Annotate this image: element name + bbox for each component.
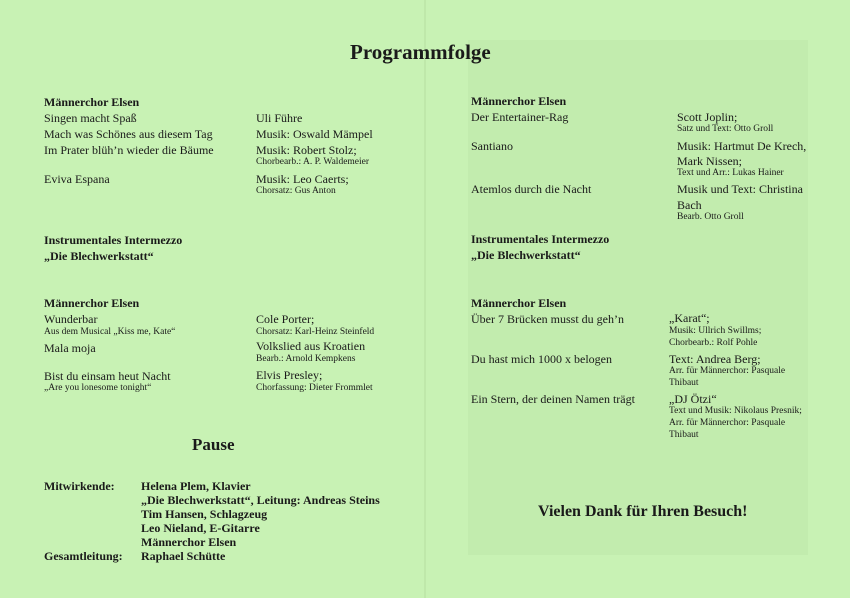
song-credit: Uli Führe [256, 111, 303, 125]
program-title: Programmfolge [350, 40, 491, 64]
song-credit: Text: Andrea Berg; [669, 352, 761, 366]
song-credit-note: Chorsatz: Karl-Heinz Steinfeld [256, 327, 375, 337]
song-title: Mala moja [44, 341, 96, 355]
song-credit-note: Chorbearb.: A. P. Waldemeier [256, 157, 370, 167]
song-credit-note: Chorfassung: Dieter Frommlet [256, 383, 373, 393]
song-credit-note: Chorbearb.: Rolf Pohle [669, 338, 758, 348]
right-intermezzo-heading: Instrumentales Intermezzo [471, 232, 610, 246]
left-block1-heading: Männerchor Elsen [44, 95, 140, 109]
performer: Männerchor Elsen [141, 535, 237, 549]
song-credit-note: Musik: Ullrich Swillms; [669, 326, 762, 336]
left-intermezzo-heading: Instrumentales Intermezzo [44, 233, 183, 247]
song-credit-note: Arr. für Männerchor: Pasquale [669, 366, 786, 376]
song-title: Der Entertainer-Rag [471, 110, 569, 124]
song-credit: Scott Joplin; [677, 110, 738, 124]
right-block1-heading: Männerchor Elsen [471, 94, 567, 108]
thanks-message: Vielen Dank für Ihren Besuch! [538, 503, 748, 520]
song-credit-note: Thibaut [669, 430, 699, 440]
song-credit-note: Text und Musik: Nikolaus Presnik; [669, 406, 802, 416]
performers-label: Mitwirkende: [44, 479, 115, 493]
song-credit: Volkslied aus Kroatien [256, 339, 366, 353]
performer: Helena Plem, Klavier [141, 479, 251, 493]
song-credit-note: Arr. für Männerchor: Pasquale [669, 418, 786, 428]
song-credit: Bach [677, 198, 702, 212]
right-intermezzo-name: „Die Blechwerkstatt“ [471, 248, 581, 262]
song-credit: Mark Nissen; [677, 154, 742, 168]
left-block2-heading: Männerchor Elsen [44, 296, 140, 310]
left-intermezzo-name: „Die Blechwerkstatt“ [44, 249, 154, 263]
song-credit: „DJ Ötzi“ [669, 392, 717, 406]
performer: Tim Hansen, Schlagzeug [141, 507, 268, 521]
director-name: Raphael Schütte [141, 549, 226, 563]
performer: Leo Nieland, E-Gitarre [141, 521, 260, 535]
song-title: Singen macht Spaß [44, 111, 137, 125]
song-credit: Elvis Presley; [256, 368, 323, 382]
song-credit: „Karat“; [669, 311, 710, 325]
song-credit-note: Text und Arr.: Lukas Hainer [677, 168, 784, 178]
song-credit: Musik: Hartmut De Krech, [677, 139, 807, 153]
song-credit-note: Bearb.: Arnold Kempkens [256, 354, 356, 364]
song-title: Wunderbar [44, 312, 98, 326]
song-credit: Cole Porter; [256, 312, 315, 326]
page-fold [424, 0, 426, 598]
song-title: Mach was Schönes aus diesem Tag [44, 127, 213, 141]
right-block2-heading: Männerchor Elsen [471, 296, 567, 310]
song-title: Im Prater blüh’n wieder die Bäume [44, 143, 214, 157]
song-title: Du hast mich 1000 x belogen [471, 352, 612, 366]
song-title: Bist du einsam heut Nacht [44, 369, 171, 383]
song-credit-note: Bearb. Otto Groll [677, 212, 744, 222]
song-title: Santiano [471, 139, 513, 153]
song-credit: Musik und Text: Christina [677, 182, 803, 196]
song-credit-note: Chorsatz: Gus Anton [256, 186, 336, 196]
song-title: Atemlos durch die Nacht [471, 182, 592, 196]
song-note: „Are you lonesome tonight“ [44, 383, 152, 393]
song-credit: Musik: Leo Caerts; [256, 172, 349, 186]
performer: „Die Blechwerkstatt“, Leitung: Andreas Steins [141, 493, 380, 507]
director-label: Gesamtleitung: [44, 549, 123, 563]
song-credit: Musik: Oswald Mämpel [256, 127, 373, 141]
song-title: Über 7 Brücken musst du geh’n [471, 312, 624, 326]
song-credit: Musik: Robert Stolz; [256, 143, 357, 157]
song-title: Ein Stern, der deinen Namen trägt [471, 392, 635, 406]
song-credit-note: Satz und Text: Otto Groll [677, 124, 774, 134]
song-credit-note: Thibaut [669, 378, 699, 388]
song-title: Eviva Espana [44, 172, 110, 186]
pause-heading: Pause [192, 435, 235, 454]
song-note: Aus dem Musical „Kiss me, Kate“ [44, 327, 176, 337]
